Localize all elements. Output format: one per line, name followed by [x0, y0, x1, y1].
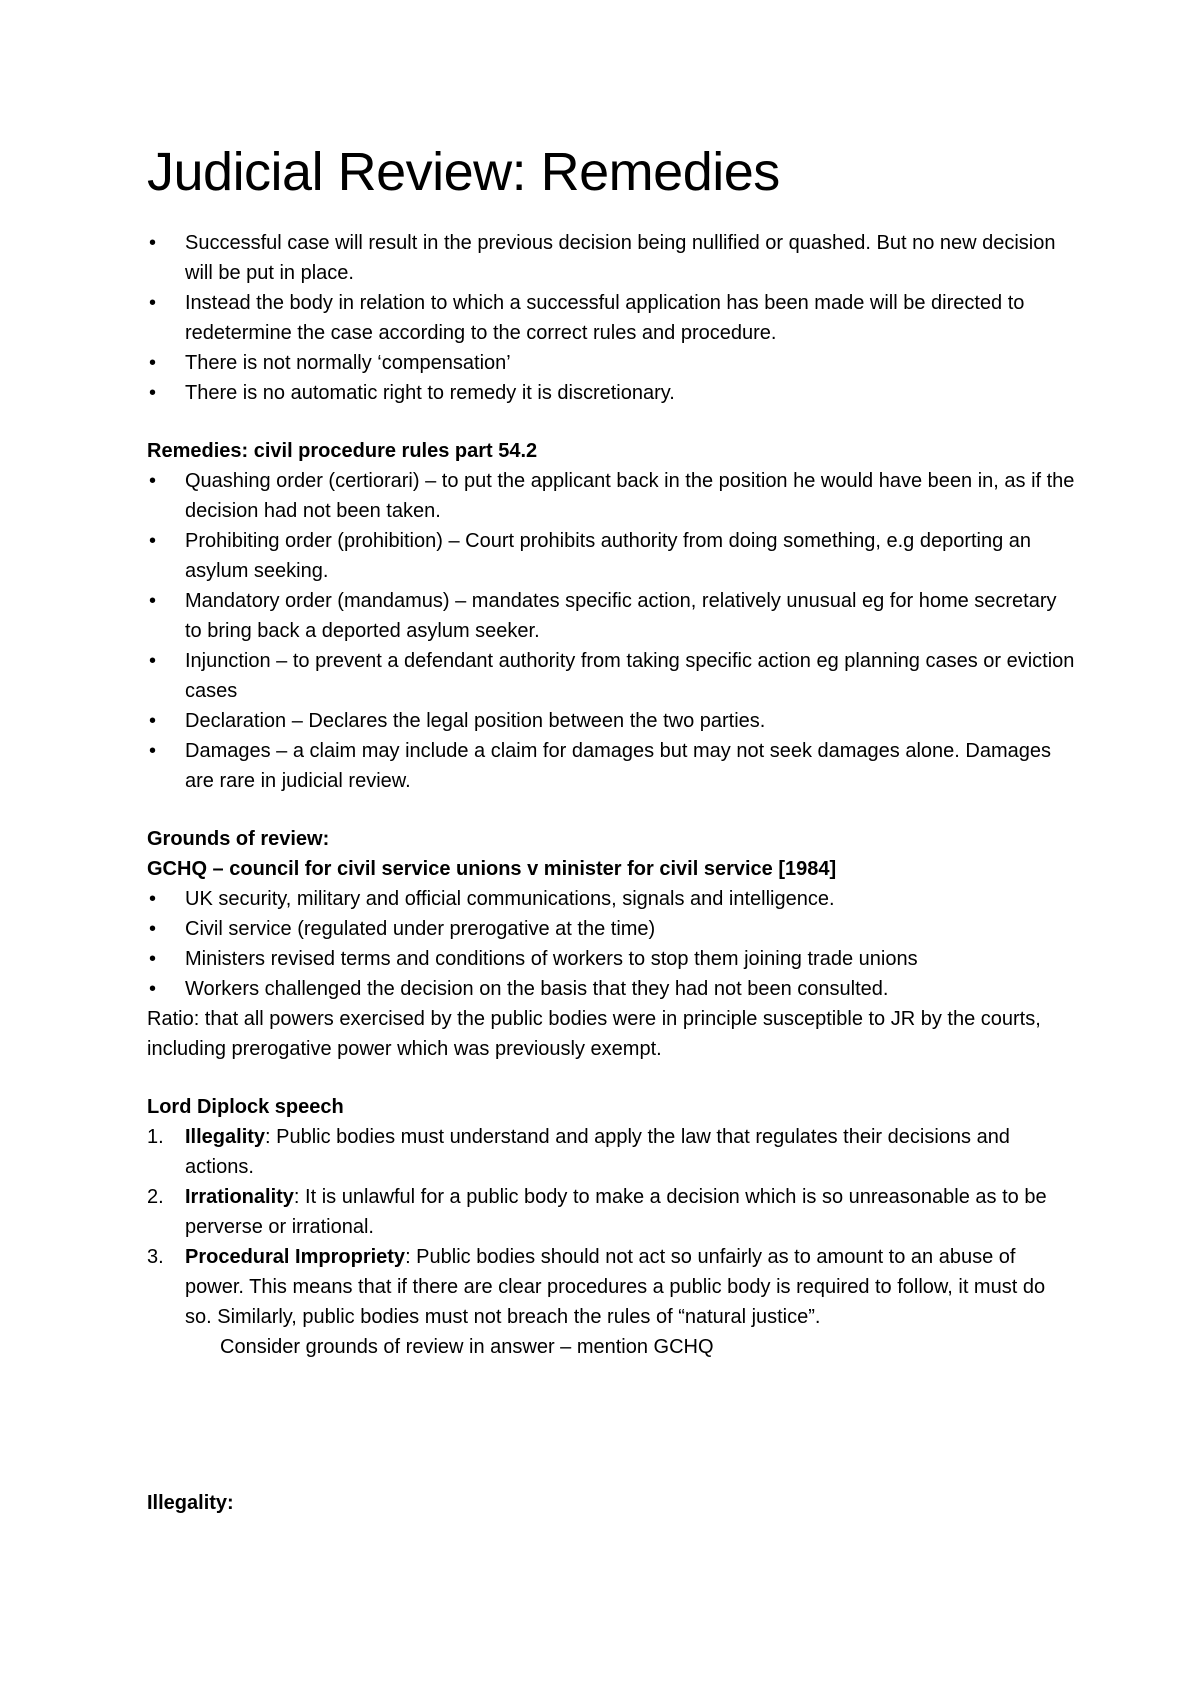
remedies-list — [147, 466, 1077, 796]
list-item: • Injunction – to prevent a defendant authority from taking specific action eg planning cases or eviction cases — [147, 646, 1077, 706]
list-item — [147, 1242, 1077, 1332]
list-item: • Workers challenged the decision on the basis that they had not been consulted. — [147, 974, 1077, 1004]
document-page — [147, 140, 1077, 1518]
list-item: • Damages – a claim may include a claim for damages but may not seek damages alone. Damages are rare in judicial review. — [147, 736, 1077, 796]
ground-term: Irrationality — [185, 1186, 294, 1208]
list-item: • There is not normally ‘compensation’ — [147, 348, 1077, 378]
bullet-icon: • — [149, 590, 157, 612]
grounds-section — [147, 824, 1077, 1064]
list-item: • Mandatory order (mandamus) – mandates specific action, relatively unusual eg for home secretary to bring back a deported asylum seeker. — [147, 586, 1077, 646]
bullet-icon: • — [149, 948, 157, 970]
grounds-list — [147, 884, 1077, 1004]
list-item — [147, 1122, 1077, 1182]
ground-term: Illegality — [185, 1126, 266, 1148]
list-item: • There is no automatic right to remedy it is discretionary. — [147, 378, 1077, 408]
list-item — [147, 1182, 1077, 1242]
page-title: Judicial Review: Remedies — [147, 142, 780, 202]
illegality-heading: Illegality: — [147, 1492, 234, 1514]
ratio-paragraph: Ratio: that all powers exercised by the public bodies were in principle susceptible to JR by the courts, including prerogative power which was previously exempt. — [147, 1008, 1041, 1060]
intro-list — [147, 228, 1077, 408]
ground-text: : It is unlawful for a public body to make a decision which is so unreasonable as to be perverse or irrational. — [185, 1186, 1047, 1238]
list-number: 2. — [147, 1186, 164, 1208]
ground-term: Procedural Impropriety — [185, 1246, 406, 1268]
bullet-icon: • — [149, 292, 157, 314]
bullet-icon: • — [149, 918, 157, 940]
list-item: • Successful case will result in the previous decision being nullified or quashed. But no new decision will be put in place. — [147, 228, 1077, 288]
answer-note: Consider grounds of review in answer – mention GCHQ — [220, 1336, 714, 1358]
bullet-icon: • — [149, 710, 157, 732]
list-item: • Prohibiting order (prohibition) – Court prohibits authority from doing something, e.g deporting an asylum seeking. — [147, 526, 1077, 586]
bullet-icon: • — [149, 530, 157, 552]
diplock-list — [147, 1122, 1077, 1332]
bullet-icon: • — [149, 352, 157, 374]
ground-text: : Public bodies should not act so unfairly as to amount to an abuse of power. This means that if there are clear procedures a public body is required to follow, it must do so. Similarly, public bodies must not breach the rules of “natural justice”. — [185, 1246, 1046, 1328]
list-number: 1. — [147, 1126, 164, 1148]
diplock-section — [147, 1092, 1077, 1362]
list-item: • Instead the body in relation to which a successful application has been made will be directed to redetermine the case according to the correct rules and procedure. — [147, 288, 1077, 348]
bullet-icon: • — [149, 470, 157, 492]
list-item: • Declaration – Declares the legal position between the two parties. — [147, 706, 1077, 736]
case-heading: GCHQ – council for civil service unions v minister for civil service [1984] — [147, 858, 837, 880]
remedies-section — [147, 436, 1077, 796]
bullet-icon: • — [149, 978, 157, 1000]
remedies-heading: Remedies: civil procedure rules part 54.2 — [147, 440, 538, 462]
ground-text: : Public bodies must understand and apply the law that regulates their decisions and actions. — [185, 1126, 1010, 1178]
bullet-icon: • — [149, 740, 157, 762]
list-item: • Ministers revised terms and conditions of workers to stop them joining trade unions — [147, 944, 1077, 974]
grounds-heading: Grounds of review: — [147, 828, 330, 850]
list-item: • Civil service (regulated under prerogative at the time) — [147, 914, 1077, 944]
diplock-heading: Lord Diplock speech — [147, 1096, 344, 1118]
bullet-icon: • — [149, 888, 157, 910]
list-item: • Quashing order (certiorari) – to put the applicant back in the position he would have been in, as if the decision had not been taken. — [147, 466, 1077, 526]
bullet-icon: • — [149, 382, 157, 404]
bullet-icon: • — [149, 650, 157, 672]
bullet-icon: • — [149, 232, 157, 254]
list-number: 3. — [147, 1246, 164, 1268]
list-item: • UK security, military and official communications, signals and intelligence. — [147, 884, 1077, 914]
